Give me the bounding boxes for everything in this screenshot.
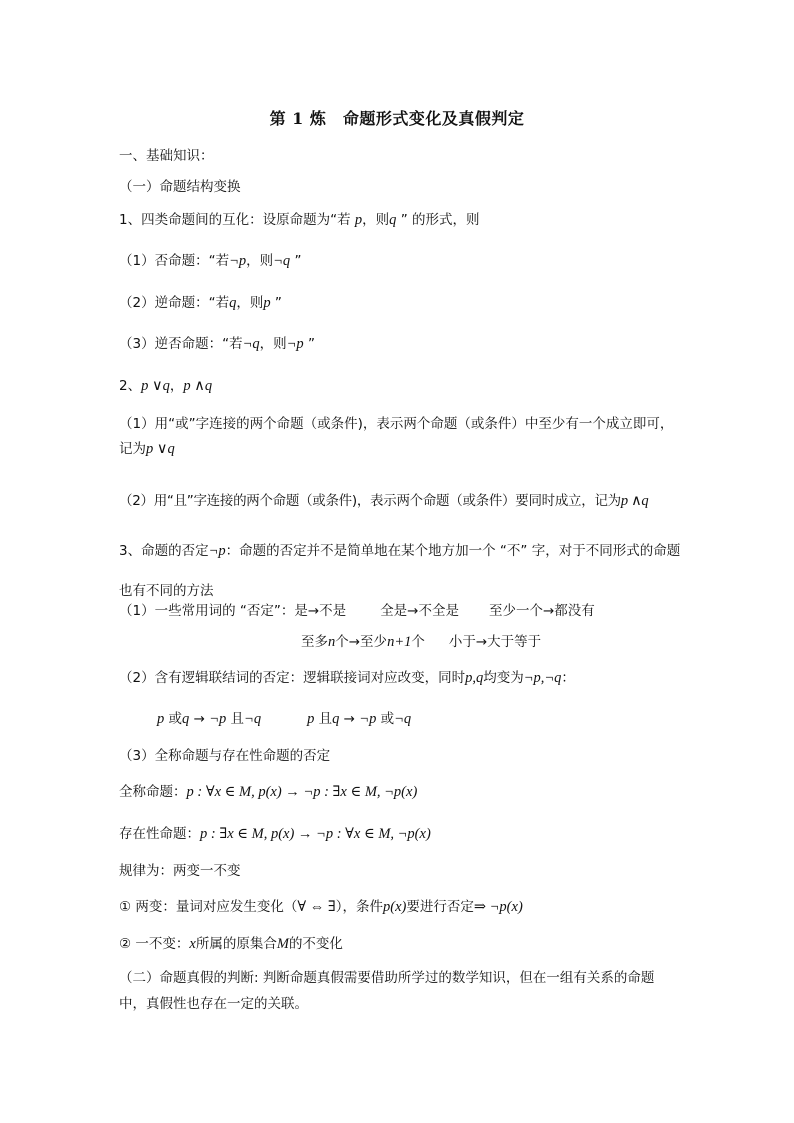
line-rule: 规律为：两变一不变 [119, 863, 241, 879]
line-universal-proposition: 全称命题：p : ∀x ∈ M, p(x) → ¬p : ∃x ∈ M, ¬p(x) [119, 784, 418, 800]
line-existential-proposition: 存在性命题：p : ∃x ∈ M, p(x) → ¬p : ∀x ∈ M, ¬p(x) [119, 826, 431, 842]
line-rule-two-changes: ① 两变：量词对应发生变化（∀ ⇔ ∃），条件p(x)要进行否定⇒ ¬p(x) [119, 899, 523, 915]
paragraph-and-definition: （2）用“且”字连接的两个命题（或条件)，表示两个命题（或条件）要同时成立，记为p ∧q [119, 493, 649, 509]
line-or-and: 2、p ∨q，p ∧q [119, 378, 213, 394]
paragraph-or-definition: （1）用“或”字连接的两个命题（或条件)，表示两个命题（或条件）中至少有一个成立即可，记为p ∨q [119, 416, 674, 457]
line-common-negations-cont: 至多n个→至少n+1个 小于→大于等于 [301, 634, 542, 650]
line-connective-examples: p 或q → ¬p 且¬q p 且q → ¬p 或¬q [157, 711, 412, 727]
line-converse: （2）逆命题：“若q，则p ” [119, 295, 282, 311]
line-logical-connectives: （2）含有逻辑联结词的否定：逻辑联接词对应改变，同时p,q均变为¬p,¬q： [119, 670, 575, 686]
line-four-propositions: 1、四类命题间的互化：设原命题为“若 p，则q ” 的形式，则 [119, 212, 480, 228]
line-rule-one-unchanged: ② 一不变：x所属的原集合M的不变化 [119, 936, 343, 952]
line-negation: （1）否命题：“若¬p，则¬q ” [119, 253, 302, 269]
section-heading-basics: 一、基础知识： [119, 148, 214, 164]
page-title: 第 1 炼 命题形式变化及真假判定 [269, 109, 525, 128]
paragraph-truth-judgement: （二）命题真假的判断: 判断命题真假需要借助所学过的数学知识，但在一组有关系的命题中，真假性也存在一定的关联。 [119, 970, 655, 1012]
paragraph-negation: 3、命题的否定¬p：命题的否定并不是简单地在某个地方加一个 “不” 字，对于不同形式的命题也有不同的方法 [119, 543, 681, 599]
line-common-negations: （1）一些常用词的 “否定”：是→不是 全是→不全是 至少一个→都没有 [119, 603, 595, 619]
subsection-heading-structure: （一）命题结构变换 [119, 179, 241, 195]
line-contrapositive: （3）逆否命题：“若¬q，则¬p ” [119, 336, 315, 352]
line-quantifier-heading: （3）全称命题与存在性命题的否定 [119, 748, 331, 764]
